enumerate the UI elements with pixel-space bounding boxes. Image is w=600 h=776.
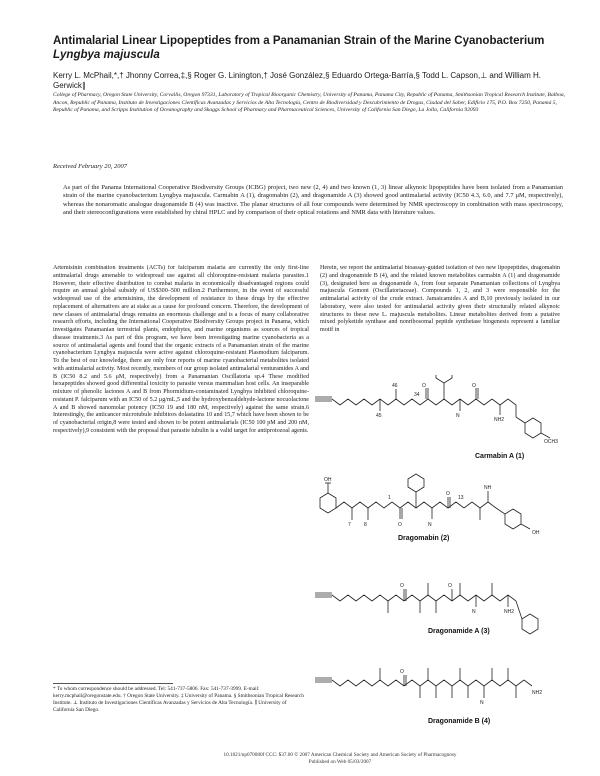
carmabin-n-label: N	[456, 413, 460, 419]
carmabin-locant-45: 45	[376, 413, 382, 419]
affiliations: College of Pharmacy, Oregon State University, Corvallis, Oregon 97331, Laboratory of Tropical Bioorganic Chemistry, University of Panama, Panama City, Republic of Panama, Smithsonian Tropical Research Institute, Balboa, Ancon, Republic of Panama, Instituto de Investigaciones Científicas Avanzadas y Servicios de Alta Tecnología, Centro de Biodiversidad y Descubrimiento de Drogas, Ciudad del Saber, Edificio 175, P.O. Box 7250, Panamá 5, Republic of Panama, and Scripps Institution of Oceanography and Skaggs School of Pharmacy and Pharmaceutical Sciences, University of California San Diego, La Jolla, California 92093	[53, 92, 566, 114]
page-footer	[130, 752, 550, 766]
abstract: As part of the Panama International Cooperative Biodiversity Groups (ICBG) project, two new (2, 4) and two known (1, 3) linear alkynoic lipopeptides have been isolated from a Panamanian strain of the marine cyanobacterium Lyngbya majuscula. Carmabin A (1), dragomabin (2), and dragonamide A (3) showed good antimalarial activity (IC50 4.3, 6.0, and 7.7 μM, respectively), whereas the nonaromatic analogue dragonamide B (4) was inactive. The planar structures of all four compounds were determined by NMR spectroscopy in combination with mass spectroscopy, and their stereoconfigurations were established by chiral HPLC and by comparison of their optical rotations and NMR data with literature values.	[63, 184, 563, 216]
footer-published-line: Published on Web 05/03/2007	[308, 759, 372, 765]
dragomabin-locant-8: 8	[364, 522, 367, 528]
dragonamide-a-n-label: N	[472, 609, 476, 615]
dragonamide-a-nh2-label: NH2	[504, 609, 515, 615]
dragomabin-oh2-label: OH	[532, 530, 540, 536]
received-date: Received February 20, 2007	[53, 163, 128, 170]
dragomabin-nh-label: NH	[484, 485, 492, 491]
article-title	[53, 34, 573, 62]
dragomabin-oh-label: OH	[324, 477, 332, 483]
dragonamide-b-nh2-label: NH2	[532, 690, 543, 696]
footnotes: * To whom correspondence should be addressed. Tel: 541-737-5806. Fax: 541-737-3999. E-mail: kerry.mcphail@oregonstate.edu. † Oregon State University. ‡ University of Panama. § Smithsonian Tropical Research Institute. ⊥ Instituto de Investigaciones Científicas Avanzadas y Servicios de Alta Tecnología. ∥ University of California San Diego.	[53, 686, 304, 713]
dragomabin-n-label: N	[428, 522, 432, 528]
carmabin-nh2-label: NH2	[494, 417, 505, 423]
structures-figure	[310, 375, 575, 750]
carmabin-och3-label: OCH3	[544, 439, 558, 445]
title-main: Antimalarial Linear Lipopeptides from a Panamanian Strain of the Marine Cyanobacterium	[53, 35, 545, 47]
footnote-rule	[53, 683, 173, 684]
carmabin-o-label: O	[422, 383, 426, 389]
body-column-left: Artemisinin combination treatments (ACTs) for falciparum malaria are currently the only first-line antimalarial drugs amenable to widespread use against all chloroquine-resistant malaria parasites.1 However, their effective distribution to combat malaria in economically disadvantaged regions could require an annual global subsidy of US$300–500 million.2 Furthermore, in the event of successful widespread use of the artemisinins, the development of resistance to these drugs by the effective replacement of alternatives are at stake as a cause for profound concern. Therefore, the development of new classes of antimalarial drugs remains an enormous challenge and is a focus of many collaborative research efforts, including the International Cooperative Biodiversity Groups project in Panama, which investigates Panamanian terrestrial plants, endophytes, and marine organisms as sources of tropical disease treatments.3 As part of this program, we have been investigating marine cyanobacteria as a source of antimalarial agents and found that the organic extracts of a Panamanian strain of the marine cyanobacterium Lyngbya majuscula were active against chloroquine-resistant Plasmodium falciparum. To the best of our knowledge, there are only four reports of marine cyanobacterial metabolites isolated with antimalarial activity. Most recently, members of our group isolated antimalarial venturamides A and B (IC50 8.2 and 5.6 μM, respectively) from a Panamanian Oscillatoria sp.4 These modified hexapeptides showed good differential toxicity to parasite versus mammalian host cells. An inseparable mixture of phenolic lactones A and B from Phormidium-contaminated Lyngbya inhibited chloroquine-resistant P. falciparum with an IC50 of 5.2 μg/mL,5 and the hydroxybenzaldehyde-lactone nocuolactone A and B showed nanomolar potency (IC50 19 and 180 nM, respectively) against the same strain.6 Interestingly, the anticancer microtubule inhibitors dolastatins 10 and 15,7 which have been shown to be of cyanobacterial origin,8 were tested and shown to be potent antimalarials (IC50 100 pM and 200 nM, respectively),9 consistent with the proposal that parasite tubulin is a valid target for antiprotozoal agents.	[53, 265, 309, 434]
carmabin-locant-34: 34	[414, 392, 420, 398]
structures-svg	[310, 375, 575, 750]
dragonamide-a-o-label: O	[400, 583, 404, 589]
dragonamide-b-n-label: N	[480, 700, 484, 706]
dragonamide-b-structure	[315, 668, 532, 698]
dragomabin-locant-7: 7	[348, 522, 351, 528]
carmabin-locant-46: 46	[392, 383, 398, 389]
compound-label-2: Dragomabin (2)	[398, 535, 450, 542]
dragomabin-locant-13: 13	[458, 495, 464, 501]
dragomabin-o2-label: O	[446, 491, 450, 497]
title-species: Lyngbya majuscula	[53, 49, 160, 61]
footer-doi-line: 10.1021/np070080f CCC: $37.00 © 2007 American Chemical Society and American Society of Pharmacognosy	[223, 752, 457, 758]
compound-label-1: Carmabin A (1)	[475, 453, 525, 460]
carmabin-a-structure	[315, 375, 550, 438]
dragonamide-b-o-label: O	[400, 669, 404, 675]
author-list: Kerry L. McPhail,*,† Jhonny Correa,‡,§ Roger G. Linington,† José González,§ Eduardo Ortega-Barría,§ Todd L. Capson,⊥ and William H. Gerwick∥	[53, 71, 541, 90]
body-column-right: Herein, we report the antimalarial bioassay-guided isolation of two new lipopeptides, dragomabin (2) and dragonamide B (4), and the related known metabolites carmabin A (1) and dragonamide (3), designated here as dragonamide A, from four separate Panamanian collections of Lyngbya majuscula Gomont (Oscillatoriaceae). Compounds 1, 2, and 3 were responsible for the antimalarial activity of the crude extract. Jamaicamides A and B,10 previously isolated in our laboratory, were also tested for antimalarial activity given their structurally related alkynoic structures to these new L. majuscula metabolites. Linear metabolites derived from a putative mixed polyketide synthase and nonribosomal peptide synthetase biogenesis represent a familiar motif in	[320, 265, 560, 333]
dragomabin-locant-1: 1	[388, 495, 391, 501]
dragomabin-o-label: O	[398, 522, 402, 528]
dragonamide-a-o2-label: O	[448, 583, 452, 589]
carmabin-o2-label: O	[472, 383, 476, 389]
compound-label-3: Dragonamide A (3)	[428, 628, 490, 635]
dragomabin-structure	[320, 474, 530, 529]
compound-label-4: Dragonamide B (4)	[428, 718, 491, 725]
